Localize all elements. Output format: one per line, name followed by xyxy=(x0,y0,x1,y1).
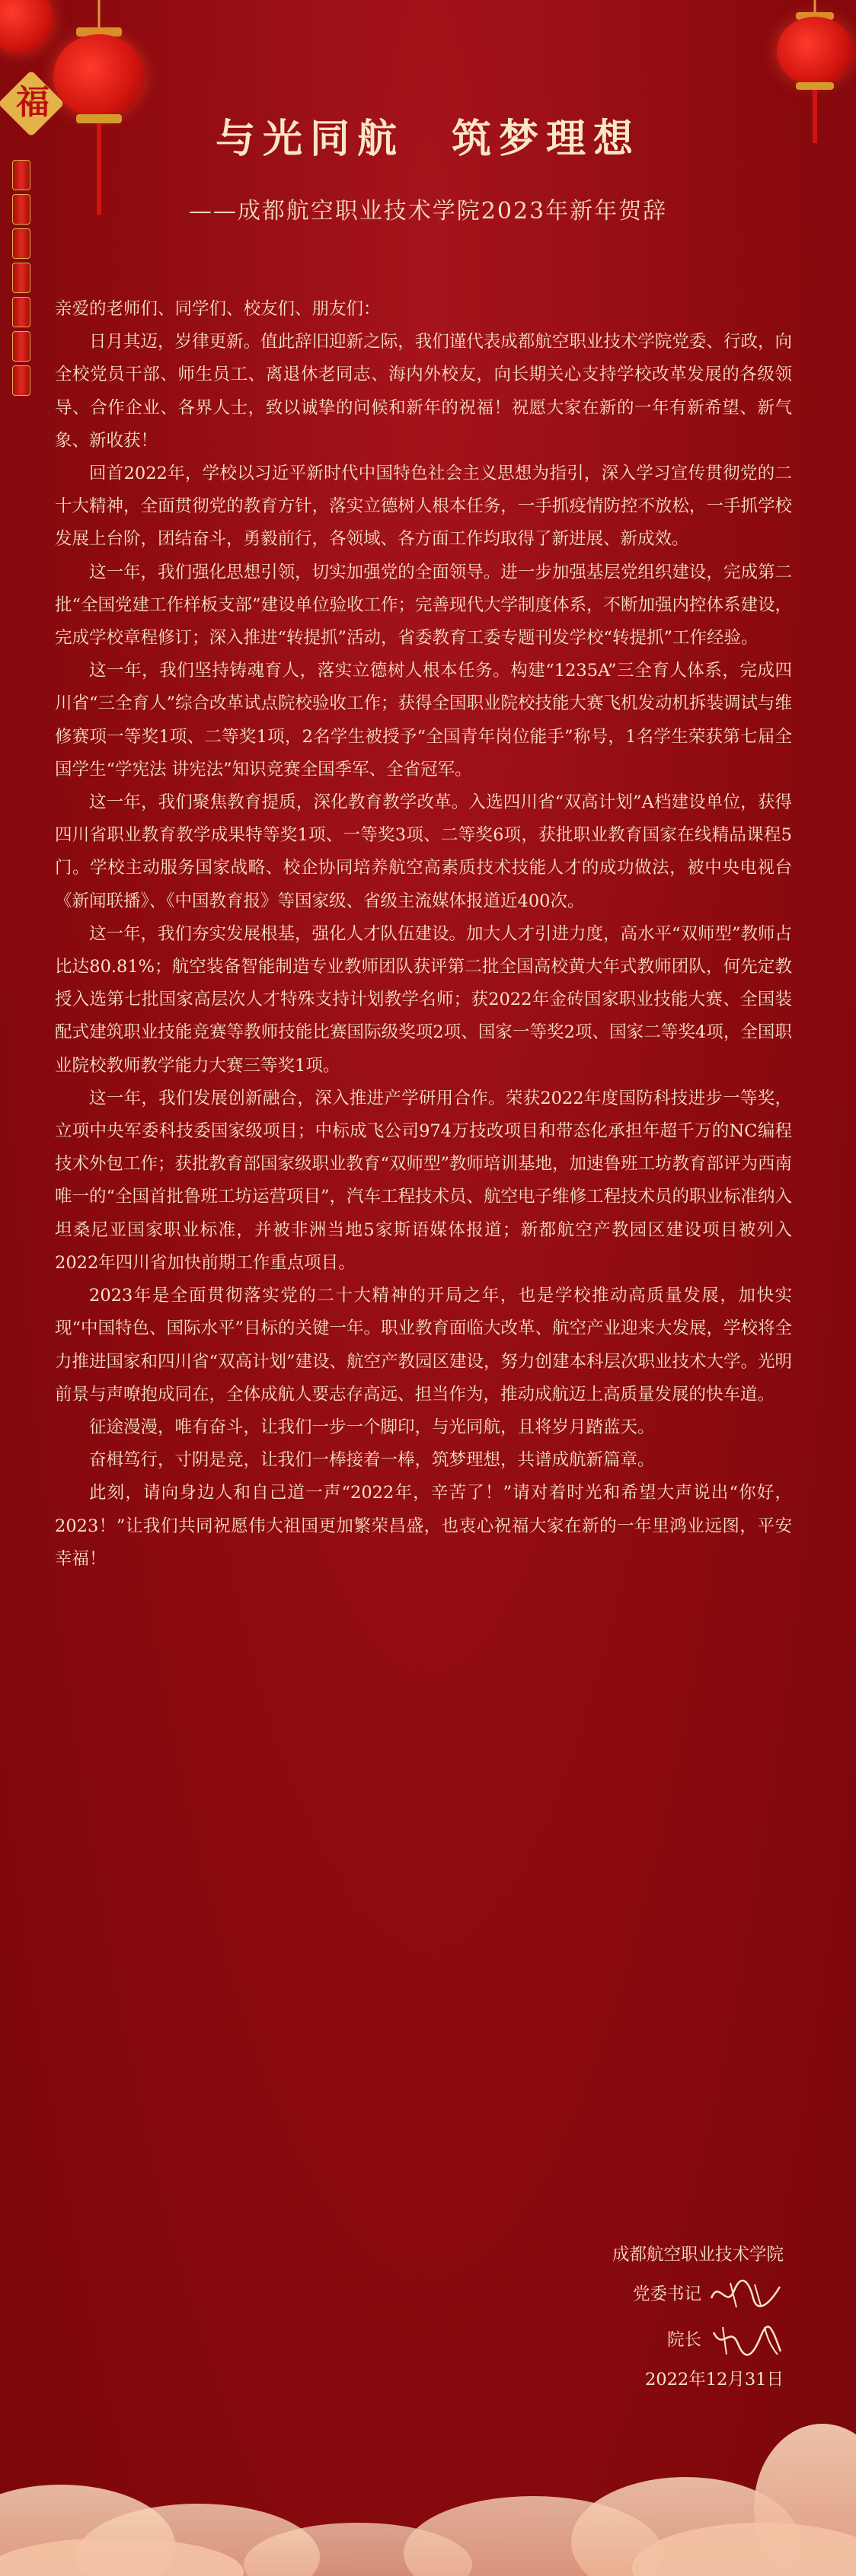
firecracker-decoration xyxy=(12,365,30,396)
school-name: 成都航空职业技术学院 xyxy=(612,2245,784,2265)
firecracker-decoration xyxy=(12,331,30,362)
secretary-handwritten-signature xyxy=(707,2275,784,2313)
paragraph: 奋楫笃行，寸阴是竞，让我们一棒接着一棒，筑梦理想，共谱成航新篇章。 xyxy=(89,1450,655,1471)
president-title: 院长 xyxy=(666,2330,701,2350)
fu-character: 福 xyxy=(16,83,50,122)
auspicious-clouds-decoration xyxy=(0,2393,856,2576)
paragraph: 此刻，请向身边人和自己道一声“2022年，辛苦了！”请对着时光和希望大声说出“你好，2023！”让我们共同祝愿伟大祖国更加繁荣昌盛，也衷心祝福大家在新的一年里鸿业远图，平安幸福！ xyxy=(55,1483,792,1569)
firecracker-decoration xyxy=(12,160,30,190)
page-title: 与光同航 筑梦理想 xyxy=(215,116,640,162)
letter-date: 2022年12月31日 xyxy=(644,2370,784,2389)
paragraph: 这一年，我们夯实发展根基，强化人才队伍建设。加大人才引进力度，高水平“双师型”教师占比达80.81%；航空装备智能制造专业教师团队获评第二批全国高校黄大年式教师团队，何先定教授入选第七批国家高层次人才特殊支持计划教学名师；获2022年金砖国家职业技能大赛、全国装配式建筑职业技能竞赛等教师技能比赛国际级奖项2项、国家一等奖2项、国家二等奖4项，全国职业院校教师教学能力大赛三等奖1项。 xyxy=(55,923,793,1076)
firecracker-decoration xyxy=(12,263,30,293)
letter-body xyxy=(55,293,792,1576)
page-subtitle: ——成都航空职业技术学院2023年新年贺辞 xyxy=(188,198,668,225)
lantern-small-left-decoration xyxy=(0,0,53,61)
paragraph: 这一年，我们发展创新融合，深入推进产学研用合作。荣获2022年度国防科技进步一等奖，立项中央军委科技委国家级项目；中标成飞公司974万技改项目和带态化承担年超千万的NC编程技术外包工作；获批教育部国家级职业教育“双师型”教师培训基地，加速鲁班工坊教育部评为西南唯一的“全国首批鲁班工坊运营项目”，汽车工程技术员、航空电子维修工程技术员的职业标准纳入坦桑尼亚国家职业标准，并被非洲当地5家斯语媒体报道；新都航空产教园区建设项目被列入2022年四川省加快前期工作重点项目。 xyxy=(55,1088,793,1273)
paragraph: 2023年是全面贯彻落实党的二十大精神的开局之年，也是学校推动高质量发展，加快实现“中国特色、国际水平”目标的关键一年。职业教育面临大改革、航空产业迎来大发展，学校将全力推进国家和四川省“双高计划”建设、航空产教园区建设，努力创建本科层次职业技术大学。光明前景与声嘹抱成同在，全体成航人要志存高远、担当作为，推动成航迈上高质量发展的快车道。 xyxy=(55,1286,793,1404)
secretary-signature-line xyxy=(464,2272,784,2317)
paragraph: 这一年，我们聚焦教育提质，深化教育教学改革。入选四川省“双高计划”A档建设单位，获得四川省职业教育教学成果特等奖1项、一等奖3项、二等奖6项，获批职业教育国家在线精品课程5门。学校主动服务国家战略、校企协同培养航空高素质技术技能人才的成功做法，被中央电视台《新闻联播》、《中国教育报》等国家级、省级主流媒体报道近400次。 xyxy=(55,792,792,911)
president-handwritten-signature xyxy=(707,2321,784,2359)
paragraph: 这一年，我们坚持铸魂育人，落实立德树人根本任务。构建“1235A”三全育人体系，完成四川省“三全育人”综合改革试点院校验收工作；获得全国职业院校技能大赛飞机发动机拆装调试与维修赛项一等奖1项、二等奖1项，2名学生被授予“全国青年岗位能手”称号，1名学生荣获第七届全国学生“学宪法 讲宪法”知识竞赛全国季军、全省冠军。 xyxy=(55,661,793,779)
paragraph: 征途漫漫，唯有奋斗，让我们一步一个脚印，与光同航，且将岁月踏蓝天。 xyxy=(89,1417,655,1437)
secretary-title: 党委书记 xyxy=(632,2284,701,2304)
firecracker-decoration xyxy=(12,297,30,327)
firecracker-decoration xyxy=(12,228,30,259)
paragraph: 这一年，我们强化思想引领，切实加强党的全面领导。进一步加强基层党组织建设，完成第二批“全国党建工作样板支部”建设单位验收工作；完善现代大学制度体系，不断加强内控体系建设，完成学校章程修订；深入推进“转提抓”活动，省委教育工委专题刊发学校“转提抓”工作经验。 xyxy=(55,562,793,649)
salutation: 亲爱的老师们、同学们、校友们、朋友们： xyxy=(55,299,381,319)
paragraph: 日月其迈，岁律更新。值此辞旧迎新之际，我们谨代表成都航空职业技术学院党委、行政，向全校党员干部、师生员工、离退休老同志、海内外校友，向长期关心支持学校改革发展的各级领导、合作企业、各界人士，致以诚挚的问候和新年的祝福！祝愿大家在新的一年有新希望、新气象、新收获！ xyxy=(55,332,792,451)
paragraph: 回首2022年，学校以习近平新时代中国特色社会主义思想为指引，深入学习宣传贯彻党的二十大精神，全面贯彻党的教育方针，落实立德树人根本任务，一手抓疫情防控不放松，一手抓学校发展上台阶，团结奋斗，勇毅前行，各领域、各方面工作均取得了新进展、新成效。 xyxy=(55,464,792,550)
signature-block xyxy=(464,2238,784,2396)
president-signature-line xyxy=(464,2317,784,2363)
